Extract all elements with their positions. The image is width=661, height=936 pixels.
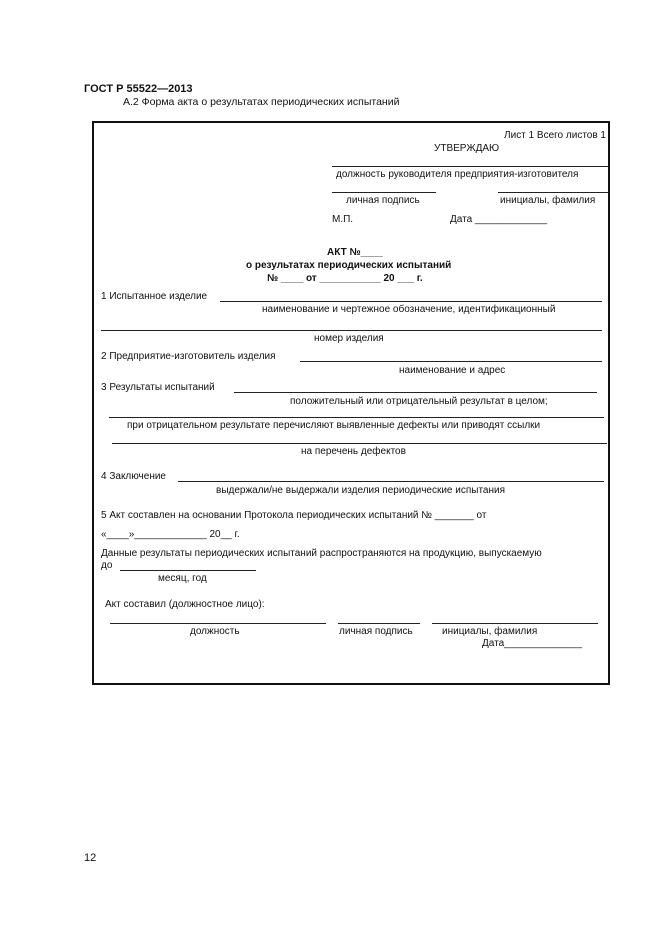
- sheet-count: Лист 1 Всего листов 1: [504, 130, 606, 141]
- item1-label: 1 Испытанное изделие: [101, 291, 208, 302]
- spread-text: Данные результаты периодических испытаний распространяются на продукцию, выпускаемую: [101, 548, 542, 559]
- author-position-hint: должность: [190, 626, 240, 637]
- item2-line: [300, 361, 602, 362]
- item1-hint: наименование и чертежное обозначение, идентификационный: [262, 304, 556, 315]
- author-signature-line: [338, 623, 420, 624]
- item1-hint2: номер изделия: [314, 333, 384, 344]
- act-title: АКТ №____: [327, 247, 383, 258]
- item3-line3: [112, 443, 607, 444]
- author-signature-hint: личная подпись: [339, 626, 413, 637]
- page-number: 12: [84, 852, 97, 864]
- item1-line2: [101, 330, 602, 331]
- author-date: Дата______________: [482, 638, 583, 649]
- standard-code: ГОСТ Р 55522—2013: [84, 83, 193, 95]
- manager-signature-hint: личная подпись: [346, 195, 420, 206]
- item5-protocol-date: «____»_____________ 20__ г.: [101, 529, 240, 540]
- item2-label: 2 Предприятие-изготовитель изделия: [101, 351, 276, 362]
- spread-until: до: [101, 560, 113, 571]
- item3-hint2: при отрицательном результате перечисляют выявленные дефекты или приводят ссылки: [127, 420, 541, 431]
- item5-label: 5 Акт составлен на основании Протокола периодических испытаний № _______ от: [101, 510, 487, 521]
- item3-label: 3 Результаты испытаний: [101, 382, 215, 393]
- item3-line: [234, 392, 597, 393]
- manager-initials-hint: инициалы, фамилия: [500, 195, 596, 206]
- author-position-line: [110, 623, 326, 624]
- act-form-frame: [92, 121, 610, 685]
- approve-heading: УТВЕРЖДАЮ: [434, 143, 500, 154]
- approve-date: Дата _____________: [450, 214, 548, 225]
- manager-position-line: [332, 166, 608, 167]
- author-label: Акт составил (должностное лицо):: [105, 599, 265, 610]
- item3-hint: положительный или отрицательный результат в целом;: [290, 396, 548, 407]
- author-initials-hint: инициалы, фамилия: [442, 626, 538, 637]
- item1-line: [220, 301, 602, 302]
- act-number-date: № ____ от ___________ 20 ___ г.: [267, 273, 423, 284]
- stamp-label: М.П.: [332, 214, 354, 225]
- item4-label: 4 Заключение: [101, 471, 166, 482]
- act-subtitle: о результатах периодических испытаний: [246, 260, 452, 271]
- spread-line: [120, 570, 256, 571]
- item4-hint: выдержали/не выдержали изделия периодические испытания: [216, 485, 506, 496]
- manager-initials-line: [498, 192, 608, 193]
- manager-position-hint: должность руководителя предприятия-изготовителя: [336, 169, 579, 180]
- spread-hint: месяц, год: [158, 573, 207, 584]
- item3-hint3: на перечень дефектов: [301, 446, 406, 457]
- appendix-title: А.2 Форма акта о результатах периодических испытаний: [123, 96, 400, 108]
- item2-hint: наименование и адрес: [399, 365, 506, 376]
- author-initials-line: [432, 623, 598, 624]
- item3-line2: [109, 417, 604, 418]
- manager-signature-line: [332, 192, 436, 193]
- item4-line: [178, 481, 604, 482]
